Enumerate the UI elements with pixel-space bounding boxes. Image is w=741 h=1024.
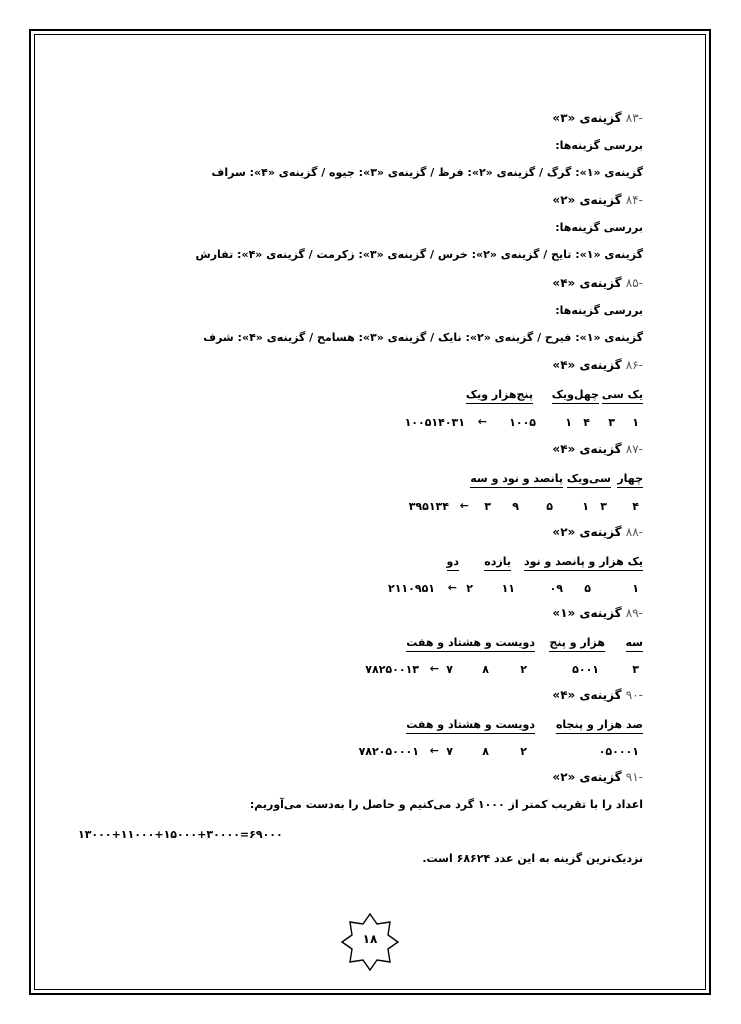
q84-heading — [552, 193, 643, 207]
q88-digit: ۰۹ — [549, 582, 563, 595]
q90-digit: ۰۵۰۰۰۱ — [598, 745, 639, 758]
q90-answer: گزینه‌ی «۴» — [552, 688, 622, 702]
q90-heading — [552, 688, 643, 702]
q89-word: هزار و پنج — [549, 636, 605, 652]
q87-digit: ۱ — [582, 500, 589, 513]
q91-number: -۹۱ — [625, 770, 643, 784]
q89-word: دویست و هشتاد و هفت — [406, 636, 535, 652]
q86-answer: گزینه‌ی «۴» — [552, 358, 622, 372]
q83-answer: گزینه‌ی «۳» — [552, 111, 622, 125]
q88-digit: ۵ — [584, 582, 591, 595]
q89-answer: گزینه‌ی «۱» — [552, 606, 622, 620]
q86-digit: ۴ — [583, 416, 590, 429]
q90-digit: ۸ — [482, 745, 489, 758]
q91-conclusion: نزدیک‌ترین گزینه به این عدد ۶۸۶۲۴ است. — [422, 852, 643, 865]
q90-word: صد هزار و پنجاه — [556, 718, 643, 734]
q86-digit: ۱۰۰۵ — [509, 416, 536, 429]
arrow-icon: ← — [459, 499, 469, 512]
q88-heading — [552, 525, 643, 539]
q87-word: چهار — [617, 472, 643, 488]
q87-digit: ۹ — [512, 500, 519, 513]
q89-digit: ۸ — [482, 663, 489, 676]
q89-heading — [552, 606, 643, 620]
q84-review-label: بررسی گزینه‌ها: — [555, 221, 643, 234]
q85-number: -۸۵ — [625, 276, 643, 290]
q83-options: گزینه‌ی «۱»: گرگ / گزینه‌ی «۲»: فرظ / گزینه‌ی «۳»: جیوه / گزینه‌ی «۴»: سراف — [211, 166, 643, 179]
arrow-icon: ← — [477, 415, 487, 428]
q90-result: ۷۸۲۰۵۰۰۰۱ — [358, 745, 419, 758]
q86-word: پنج‌هزار ویک — [466, 388, 533, 404]
arrow-icon: ← — [447, 581, 457, 594]
q83-heading — [552, 111, 643, 125]
q88-result: ۲۱۱۰۹۵۱ — [388, 582, 435, 595]
q85-answer: گزینه‌ی «۴» — [552, 276, 622, 290]
q87-digit: ۴ — [632, 500, 639, 513]
q89-number: -۸۹ — [625, 606, 643, 620]
q85-heading — [552, 276, 643, 290]
q88-word: یازده — [484, 555, 511, 571]
q88-word: دو — [447, 555, 459, 571]
q87-digit: ۵ — [546, 500, 553, 513]
q89-digit: ۷ — [446, 663, 453, 676]
q91-text: اعداد را با تقریب کمتر از ۱۰۰۰ گرد می‌کنیم و حاصل را به‌دست می‌آوریم: — [249, 798, 643, 811]
q89-result: ۷۸۲۵۰۰۱۳ — [365, 663, 419, 676]
q85-options: گزینه‌ی «۱»: فیرح / گزینه‌ی «۲»: نایک / گزینه‌ی «۳»: هسامح / گزینه‌ی «۴»: شرف — [203, 331, 643, 344]
q83-number: -۸۳ — [625, 111, 643, 125]
q86-result: ۱۰۰۵۱۴۰۳۱ — [404, 416, 465, 429]
q87-result: ۳۹۵۱۳۴ — [408, 500, 449, 513]
q89-digit: ۲ — [520, 663, 527, 676]
q88-digit: ۲ — [466, 582, 473, 595]
q91-equation: ۱۳۰۰۰+۱۱۰۰۰+۱۵۰۰۰+۳۰۰۰۰=۶۹۰۰۰ — [78, 828, 283, 841]
q84-number: -۸۴ — [625, 193, 643, 207]
q87-word: سی‌ویک — [567, 472, 611, 488]
q86-digit: ۳ — [608, 416, 615, 429]
q89-word: سه — [626, 636, 644, 652]
q89-digit: ۵۰۰۱ — [572, 663, 599, 676]
q91-heading — [552, 770, 643, 784]
arrow-icon: ← — [429, 662, 439, 675]
q85-review-label: بررسی گزینه‌ها: — [555, 304, 643, 317]
q87-digit: ۳ — [600, 500, 607, 513]
q86-heading — [552, 358, 643, 372]
q86-digit: ۱ — [565, 416, 572, 429]
q91-answer: گزینه‌ی «۲» — [552, 770, 622, 784]
q84-options: گزینه‌ی «۱»: تایح / گزینه‌ی «۲»: خرس / گزینه‌ی «۳»: زکرمت / گزینه‌ی «۴»: تفارش — [195, 248, 643, 261]
q90-digit: ۷ — [446, 745, 453, 758]
q83-review-label: بررسی گزینه‌ها: — [555, 139, 643, 152]
q88-digit: ۱ — [632, 582, 639, 595]
q90-number: -۹۰ — [625, 688, 643, 702]
q88-word: یک هزار و پانصد و نود — [524, 555, 643, 571]
q86-digit: ۱ — [632, 416, 639, 429]
q90-word: دویست و هشتاد و هفت — [406, 718, 535, 734]
arrow-icon: ← — [429, 744, 439, 757]
q86-word: چهل‌ویک — [552, 388, 599, 404]
page-number: ۱۸ — [362, 932, 378, 946]
q88-answer: گزینه‌ی «۲» — [552, 525, 622, 539]
q87-word: پانصد و نود و سه — [470, 472, 563, 488]
q90-digit: ۲ — [520, 745, 527, 758]
q87-answer: گزینه‌ی «۴» — [552, 442, 622, 456]
q84-answer: گزینه‌ی «۲» — [552, 193, 622, 207]
q88-digit: ۱۱ — [501, 582, 515, 595]
q89-digit: ۳ — [632, 663, 639, 676]
q87-number: -۸۷ — [625, 442, 643, 456]
q87-digit: ۳ — [484, 500, 491, 513]
q87-heading — [552, 442, 643, 456]
q86-word: یک سی — [602, 388, 643, 404]
q86-number: -۸۶ — [625, 358, 643, 372]
q88-number: -۸۸ — [625, 525, 643, 539]
